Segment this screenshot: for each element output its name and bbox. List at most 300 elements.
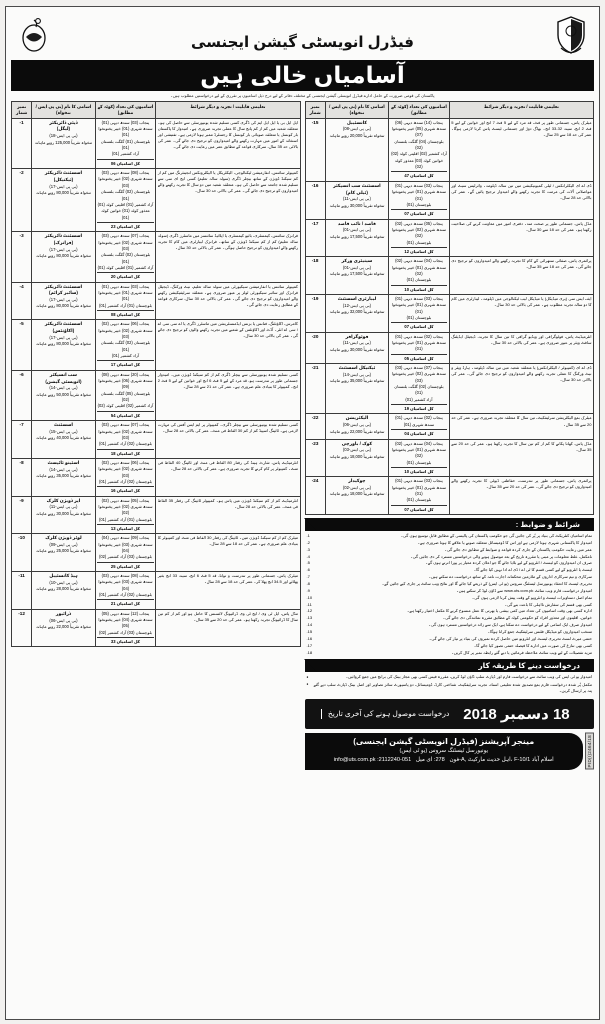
cell-serial: 22- — [305, 414, 325, 439]
cell-qualification: میٹرک کم از کم سیکنڈ ڈویژن میں۔ ٹائپنگ کی رفتار 30 الفاظ فی منٹ اور کمپیوٹر کا بنیادی علم ضروری ہے۔ عمر کی حد 18 سے 28 سال۔ — [156, 534, 300, 572]
table-row — [12, 118, 301, 168]
quota-total: کل اسامیاں 23 — [97, 222, 154, 230]
howto-heading-banner — [305, 659, 595, 672]
post-bps: (بی پی ایس-17) — [49, 183, 78, 189]
post-title: فوٹوگرافر — [345, 333, 369, 339]
quota-line: سندھ شہری (02) خیبر پختونخوا (03) — [391, 371, 447, 383]
cell-post-name — [32, 572, 95, 610]
header-number: اسامیوں کی تعداد (کوٹہ کے مطابق) — [95, 102, 156, 119]
cell-serial: 4- — [12, 282, 32, 320]
quota-total: کل اسامیاں 13 — [97, 524, 154, 532]
post-title: سینیٹری ورکر — [341, 258, 373, 264]
quota-line: بلوچستان (02) آزاد کشمیر (01) — [98, 478, 152, 484]
terms-list — [305, 533, 595, 656]
quota-line: پنجاب (08) سندھ دیہی (03) — [101, 573, 150, 579]
table-row — [305, 181, 594, 219]
cell-post-name — [32, 370, 95, 420]
header-post: اسامی کا نام (بی پی ایس / تنخواہ) — [325, 102, 388, 119]
table-row — [305, 118, 594, 181]
quota-line: پنجاب (03) سندھ دیہی (01) — [101, 283, 150, 289]
post-title: اسسٹنٹ ڈائریکٹر — [44, 283, 83, 289]
cell-post-name — [325, 364, 388, 414]
cell-post-name — [32, 118, 95, 168]
cell-post-name — [32, 232, 95, 282]
cell-serial: 15- — [305, 118, 325, 181]
term-item: ٹیسٹ یا انٹرویو کے لیے کسی قسم کا ٹی اے / ڈی اے ادا نہیں کیا جائے گا۔ — [473, 567, 592, 573]
quota-line: آزاد کشمیر (01) — [111, 353, 140, 359]
header-serial: نمبر شمار — [12, 102, 32, 119]
table-row — [305, 332, 594, 363]
post-title: الیکٹریشن — [345, 415, 369, 421]
quota-line: سندھ شہری (02) خیبر پختونخوا (02) — [98, 503, 153, 516]
quota-line: بلوچستان (02) گلگت بلتستان (01) — [100, 340, 151, 352]
quota-line: سندھ شہری (03) خیبر پختونخوا (04) — [98, 579, 153, 591]
term-item: امیدوار درخواست فارم ویب سائٹ www.uts.com.pk سے ڈاؤن لوڈ کر سکتے ہیں۔ — [456, 587, 592, 593]
quota-line: سندھ شہری (01) خیبر پختونخوا (01) — [98, 126, 153, 138]
post-title: لیبارٹری اسسٹنٹ — [337, 295, 377, 301]
header-qualification: تعلیمی قابلیت / تجربہ و دیگر شرائط — [156, 102, 300, 119]
post-title: اسسٹنٹ — [53, 422, 73, 428]
header-qualification: تعلیمی قابلیت / تجربہ و دیگر شرائط — [449, 102, 593, 119]
post-bps: (بی پی ایس-02) — [342, 484, 372, 490]
cell-serial: 8- — [12, 458, 32, 496]
how-to-apply-list — [305, 674, 595, 695]
cell-serial: 9- — [12, 496, 32, 534]
post-salary: تنخواہ تقریباً 30,000 روپے ماہانہ — [329, 202, 385, 208]
cell-serial: 6- — [12, 370, 32, 420]
post-subtitle: (اکاؤنٹس) — [52, 328, 75, 334]
post-bps: (بی پی ایس-14) — [49, 385, 78, 391]
cell-post-count — [95, 458, 156, 496]
quota-line: معذور کوٹہ (01) خواتین کوٹہ (01) — [101, 208, 150, 220]
cell-post-count — [389, 294, 450, 332]
quota-line: پنجاب (06) سندھ دیہی (02) — [101, 459, 150, 465]
post-title: ڈرائیور — [55, 610, 71, 616]
quota-total: کل اسامیاں 47 — [391, 171, 448, 179]
table-header-row — [12, 102, 301, 119]
quota-total: کل اسامیاں 20 — [97, 272, 154, 280]
cell-post-count — [95, 421, 156, 459]
quota-total: کل اسامیاں 54 — [97, 411, 154, 419]
cell-post-name — [32, 169, 95, 232]
quota-total: کل اسامیاں 33 — [97, 637, 154, 645]
quota-line: سندھ شہری (01) خیبر پختونخوا (02) — [391, 446, 447, 459]
quota-total: کل اسامیاں 07 — [391, 322, 448, 330]
post-bps: (بی پی ایس-15) — [49, 428, 78, 434]
quota-line: سندھ شہری (01) — [403, 421, 435, 427]
post-subtitle: (فرانزک) — [53, 239, 74, 245]
post-salary: تنخواہ تقریباً 20,000 روپے ماہانہ — [329, 132, 385, 138]
post-title: اسسٹنٹ ڈائریکٹر — [44, 170, 83, 176]
post-salary: تنخواہ تقریباً 25,000 روپے ماہانہ — [35, 548, 91, 554]
jobs-table-left — [305, 101, 595, 515]
post-bps: (بی پی ایس-10) — [49, 579, 78, 585]
jobs-body — [11, 101, 594, 1016]
howto-item: ● مکمل پُر شدہ درخواست فارم بمع تصدیق شدہ تعلیمی اسناد، تجربہ سرٹیفکیٹ، شناختی کارڈ، ڈومیسائل، دو پاسپورٹ سائز تصاویر اور اصل بینک ڈپازٹ سلپ دیے گئے پتہ پر ارسال کریں۔ — [307, 682, 593, 695]
quota-line: سندھ شہری (01) خیبر پختونخوا (01) — [98, 289, 153, 302]
cell-post-count — [389, 477, 450, 515]
quota-line: بلوچستان (01) — [406, 277, 432, 283]
quota-line: پنجاب (05) سندھ دیہی (02) — [101, 497, 150, 503]
cell-post-count — [389, 257, 450, 295]
quota-line: سندھ شہری (06) خیبر پختونخوا (09) — [98, 378, 153, 390]
cell-qualification: مڈل پاس، ایل ٹی وی / ایچ ٹی وی ڈرائیونگ لائسنس کا حامل ہو اور کم از کم تین سال کا ڈرائیونگ تجربہ رکھتا ہو۔ عمر کی حد 20 سے 35 سال۔ — [156, 609, 300, 647]
table-row — [305, 257, 594, 295]
table-row — [305, 219, 594, 257]
post-bps: (بی پی ایس-08) — [342, 126, 372, 132]
quota-line: آزاد کشمیر (02) اقلیتی کوٹہ (02) — [97, 403, 154, 409]
cell-post-name — [325, 118, 388, 181]
post-title: اپر ڈویژن کلرک — [46, 497, 81, 503]
post-title: اسسٹنٹ سب انسپکٹر — [333, 182, 381, 188]
quota-total: کل اسامیاں 19 — [391, 404, 448, 412]
cell-serial: 23- — [305, 439, 325, 477]
quota-line: پنجاب (02) سندھ دیہی (01) — [395, 333, 443, 339]
quota-line: پنجاب (07) سندھ دیہی (03) — [395, 365, 443, 371]
quota-line: بلوچستان (02) آزاد کشمیر (01) — [98, 441, 152, 447]
post-salary: تنخواہ تقریباً 125,000 روپے ماہانہ — [34, 139, 93, 145]
quota-line: آزاد کشمیر (01) اقلیتی کوٹہ (01) — [97, 264, 154, 270]
government-emblem-icon — [17, 15, 51, 55]
quota-line: بلوچستان (01) — [406, 201, 432, 207]
post-salary: تنخواہ تقریباً 17,500 روپے ماہانہ — [329, 271, 385, 277]
cell-post-name — [32, 282, 95, 320]
post-bps: (بی پی ایس-01) — [342, 265, 372, 271]
quota-line: پنجاب (06) سندھ دیہی (02) — [101, 321, 150, 327]
quota-line: پنجاب (14) سندھ دیہی (06) — [395, 119, 443, 125]
cell-post-count — [389, 181, 450, 219]
post-bps: (بی پی ایس-06) — [342, 422, 372, 428]
table-row — [12, 370, 301, 420]
table-row — [12, 421, 301, 459]
term-item: امیدوار کا پاکستانی شہری ہونا لازمی ہے اور اس کا ڈومیسائل متعلقہ صوبے یا علاقے کا ہونا ضروری ہے۔ — [417, 539, 592, 545]
quota-line: پنجاب (09) سندھ دیہی (04) — [101, 535, 150, 541]
quota-line: سندھ شہری (01) خیبر پختونخوا (01) — [391, 302, 447, 314]
table-row — [305, 439, 594, 477]
cell-serial: 12- — [12, 609, 32, 647]
quota-total: کل اسامیاں 10 — [391, 467, 448, 475]
post-salary: تنخواہ تقریباً 30,000 روپے ماہانہ — [329, 346, 385, 352]
quota-line: سندھ شہری (05) خیبر پختونخوا (07) — [391, 126, 447, 138]
term-item: منتخب امیدواروں کو میڈیکل فٹنس سرٹیفکیٹ جمع کرانا ہوگا۔ — [487, 628, 592, 634]
cell-qualification: پرائمری پاس، صفائی ستھرائی کے کام کا تجربہ رکھنے والے امیدواروں کو ترجیح دی جائے گی۔ عمر کی حد 18 سے 35 سال۔ — [449, 257, 593, 295]
cell-post-count — [95, 232, 156, 282]
quota-line: بلوچستان (01) — [406, 459, 432, 465]
post-bps: (بی پی ایس-09) — [49, 542, 78, 548]
organization-title: فیڈرل انویسٹی گیشن ایجنسی — [191, 34, 414, 51]
quota-line: سندھ شہری (02) خیبر پختونخوا (03) — [98, 239, 153, 251]
cell-qualification: میٹرک بمع الیکٹریشن سرٹیفکیٹ، تین سال کا متعلقہ تجربہ ضروری ہے۔ عمر کی حد 20 سے 35 سال۔ — [449, 414, 593, 439]
quota-line: سندھ شہری (02) خیبر پختونخوا (02) — [391, 226, 447, 239]
cell-post-count — [95, 169, 156, 232]
quota-line: سندھ شہری (01) خیبر پختونخوا (01) — [391, 189, 447, 201]
cell-post-count — [95, 118, 156, 168]
quota-line: سندھ شہری (01) خیبر پختونخوا (02) — [391, 264, 447, 276]
post-subtitle: (ٹیلی کام) — [346, 189, 368, 195]
quota-line: بلوچستان (01) — [406, 239, 432, 245]
quota-line: بلوچستان (02) گلگت بلتستان (01) — [100, 189, 151, 201]
quota-line: سندھ شہری (04) خیبر پختونخوا (05) — [98, 617, 153, 629]
quota-line: خواتین کوٹہ (03) معذور کوٹہ (02) — [394, 157, 444, 170]
table-row — [12, 232, 301, 282]
deadline-box — [305, 699, 595, 729]
quota-line: بلوچستان (02) آزاد کشمیر (01) — [98, 592, 152, 598]
deadline-date: 18 دسمبر 2018 — [463, 706, 570, 724]
quota-line: سندھ شہری (02) خیبر پختونخوا (03) — [98, 428, 153, 440]
post-bps: (بی پی ایس-06) — [49, 617, 78, 623]
quota-line: پنجاب (04) سندھ دیہی (02) — [395, 258, 443, 264]
cell-serial: 21- — [305, 364, 325, 414]
cell-post-name — [325, 439, 388, 477]
post-title: اسسٹنٹ ڈائریکٹر — [44, 233, 83, 239]
quota-line: بلوچستان (01) آزاد کشمیر (01) — [98, 516, 152, 522]
cell-post-name — [32, 458, 95, 496]
quota-line: پنجاب (08) سندھ دیہی (03) — [101, 170, 150, 176]
cell-post-name — [32, 496, 95, 534]
post-title: اسسٹنٹ ڈائریکٹر — [44, 321, 83, 327]
quota-total: کل اسامیاں 12 — [391, 247, 448, 255]
quota-line: بلوچستان (01) گلگت بلتستان (01) — [100, 138, 151, 151]
footer-authority: مینجر آپریشنز (فیڈرل انویسٹی گیشن ایجنسی) — [353, 737, 535, 747]
quota-total: کل اسامیاں 17 — [97, 360, 154, 368]
quota-line: پنجاب (03) سندھ دیہی (01) — [395, 478, 443, 484]
cell-qualification: کمپیوٹر سائنس، انفارمیشن ٹیکنالوجی، الیکٹریکل یا الیکٹرونکس انجینئرنگ میں کم از کم سیکنڈ ڈویژن کے ساتھ بیچلر ڈگری (سولہ سالہ تعلیم) کسی ایچ ای سی سے تسلیم شدہ جامعہ سے حاصل کی ہو۔ متعلقہ شعبہ میں دو سال کا تجربہ رکھنے والے امیدواروں کو ترجیح دی جائے گی۔ عمر کی بالائی حد 30 سال۔ — [156, 169, 300, 232]
post-title: ڈپٹی ڈائریکٹر — [49, 119, 78, 125]
deadline-label: درخواست موصول ہونے کی آخری تاریخ — [321, 709, 455, 719]
footer-phone[interactable]: 051-2112240 — [378, 756, 412, 763]
quota-total: کل اسامیاں 07 — [391, 505, 448, 513]
term-item: تمام اصل دستاویزات ٹیسٹ و انٹرویو کے وقت پیش کرنا لازمی ہوں گی۔ — [471, 594, 592, 600]
post-subtitle: (انویسٹی گیشن) — [45, 378, 82, 384]
cell-serial: 24- — [305, 477, 325, 515]
cell-post-name — [32, 609, 95, 647]
quota-total: کل اسامیاں 04 — [391, 429, 448, 437]
cell-post-name — [32, 534, 95, 572]
post-salary: تنخواہ تقریباً 18,000 روپے ماہانہ — [329, 453, 385, 459]
cell-post-name — [325, 332, 388, 363]
table-row — [12, 320, 301, 370]
term-item: کسی بھی تنازع کی صورت میں ادارے کا فیصلہ حتمی تصور کیا جائے گا۔ — [473, 642, 592, 648]
post-salary: تنخواہ تقریباً 22,000 روپے ماہانہ — [35, 623, 91, 629]
post-bps: (بی پی ایس-11) — [49, 504, 78, 510]
post-salary: تنخواہ تقریباً 18,000 روپے ماہانہ — [329, 491, 385, 497]
quota-line: پنجاب (03) سندھ دیہی (01) — [395, 182, 443, 188]
cell-serial: 7- — [12, 421, 32, 459]
quota-line: سندھ شہری (03) خیبر پختونخوا (04) — [98, 541, 153, 554]
cell-post-count — [389, 364, 450, 414]
footer-contact-line: info@uts.com.pk :‎ای میل 051-2112240 :‎فون 278-A, اہل حدیث مارکیٹ، F-10/1 اسلام آباد — [333, 756, 554, 763]
cell-qualification: پرائمری پاس، جسمانی طور پر تندرست، حفاظتی ڈیوٹی کا تجربہ رکھنے والے امیدواروں کو ترجیح دی جائے گی۔ عمر کی حد 20 سے 35 سال۔ — [449, 477, 593, 515]
cell-qualification: کمپیوٹر سائنس یا انفارمیشن سیکیورٹی میں سولہ سالہ تعلیم، نیٹ ورکنگ، ڈیجیٹل فرانزک اور سائبر سیکیورٹی ٹولز پر عبور ضروری ہے۔ متعلقہ سرٹیفیکیشن رکھنے والے امیدواروں کو ترجیح دی جائے گی۔ عمر کی بالائی حد 30 سال، سرکاری قواعد کے مطابق رعایت دی جائے گی۔ — [156, 282, 300, 320]
quota-total: کل اسامیاں 05 — [391, 354, 448, 362]
quota-line: بلوچستان (03) آزاد کشمیر (02) — [98, 554, 152, 560]
post-salary: تنخواہ تقریباً 17,500 روپے ماہانہ — [329, 233, 385, 239]
quota-line: بلوچستان (05) گلگت بلتستان (02) — [100, 390, 151, 403]
quota-total: کل اسامیاں 16 — [97, 486, 154, 494]
cell-post-count — [95, 320, 156, 370]
cell-qualification: میٹرک پاس، جسمانی طور پر تندرست و توانا، قد 5 فٹ 6 انچ، سینہ 33 انچ بغیر پھلائے اور 34.5 انچ پھلا کر۔ عمر کی حد 18 سے 28 سال۔ — [156, 572, 300, 610]
table-header-row — [305, 102, 594, 119]
cell-post-name — [32, 320, 95, 370]
cell-post-count — [389, 118, 450, 181]
quota-line: پنجاب (03) سندھ دیہی (01) — [395, 295, 443, 301]
term-item: تمام اسامیاں کنٹریکٹ کی بنیاد پر پُر کی جائیں گی جو حکومتِ پاکستان کی پالیسی کے مطابق قابلِ توسیع ہوں گی۔ — [400, 532, 592, 538]
post-bps: (بی پی ایس-17) — [49, 297, 78, 303]
cell-post-count — [389, 219, 450, 257]
quota-total: کل اسامیاں 25 — [97, 562, 154, 570]
jobs-column-left — [305, 101, 595, 1016]
quota-line: بلوچستان (02) گلگت بلتستان (01) — [100, 252, 151, 264]
cell-qualification: ایف ایس سی (پری میڈیکل) یا میڈیکل لیب ٹیکنالوجی میں ڈپلومہ۔ لیبارٹری میں کام کا دو سالہ تجربہ مطلوب ہے۔ عمر کی بالائی حد 30 سال۔ — [449, 294, 593, 332]
quota-line: پنجاب (07) سندھ دیہی (03) — [101, 233, 150, 239]
term-item: سرکاری و نیم سرکاری اداروں کے ملازمین محکمانہ اجازت نامہ کے ساتھ درخواست دے سکتے ہیں۔ — [428, 574, 592, 580]
quota-total: کل اسامیاں 21 — [97, 599, 154, 607]
fia-crest-icon — [554, 15, 588, 55]
cell-qualification: مڈل پاس، کھانا پکانے کا کم از کم تین سال کا تجربہ رکھتا ہو۔ عمر کی حد 20 سے 35 سال۔ — [449, 439, 593, 477]
table-row — [12, 169, 301, 232]
post-salary: تنخواہ تقریباً 80,000 روپے ماہانہ — [35, 253, 91, 259]
cell-post-count — [95, 370, 156, 420]
post-salary: تنخواہ تقریباً 80,000 روپے ماہانہ — [35, 189, 91, 195]
quota-line: بلوچستان (01) — [406, 315, 432, 321]
quota-line: پنجاب (12) سندھ دیہی (05) — [101, 610, 150, 616]
post-salary: تنخواہ تقریباً 40,000 روپے ماہانہ — [35, 435, 91, 441]
cell-qualification: مڈل پاس، جسمانی طور پر صحت مند۔ دفتری امور میں معاونت کرنے کی صلاحیت رکھتا ہو۔ عمر کی حد 18 سے 30 سال۔ — [449, 219, 593, 257]
document-header — [11, 11, 594, 59]
footer-address: 278-A, اہل حدیث مارکیٹ، F-10/1 اسلام آباد — [435, 756, 554, 763]
cell-qualification: ایل ایل بی یا ایل ایل ایم کی ڈگری کسی تسلیم شدہ یونیورسٹی سے حاصل کی ہو۔ متعلقہ شعبہ میں کم از کم پانچ سال کا عملی تجربہ ضروری ہے۔ امیدوار کا پاکستان بار کونسل یا متعلقہ صوبائی بار کونسل کا رجسٹرڈ ممبر ہونا لازمی ہے۔ تفتیشی اور استغاثہ کے امور میں مہارت رکھنے والے امیدواروں کو ترجیح دی جائے گی۔ عمر کی بالائی حد 35 سال، سرکاری قواعد کے مطابق عمر میں رعایت دی جائے گی۔ — [156, 118, 300, 168]
quota-line: پنجاب (02) سندھ دیہی (01) — [395, 415, 443, 421]
quota-line: آزاد کشمیر (01) — [111, 151, 140, 157]
table-row — [12, 282, 301, 320]
cell-post-count — [389, 332, 450, 363]
post-salary: تنخواہ تقریباً 35,000 روپے ماہانہ — [35, 472, 91, 478]
post-bps: (بی پی ایس-01) — [342, 227, 372, 233]
term-item: خواتین، اقلیتوں اور معذور افراد کو حکومتی کوٹہ کے مطابق مقررہ نمائندگی دی جائے گی۔ — [442, 615, 592, 621]
post-salary: تنخواہ تقریباً 50,000 روپے ماہانہ — [35, 391, 91, 397]
header-number: اسامیوں کی تعداد (کوٹہ کے مطابق) — [389, 102, 450, 119]
term-item: امیدوار صرف ایک اسامی کے لیے درخواست دے سکتا ہے، ایک سے زائد درخواستیں مسترد ہوں گی۔ — [428, 622, 592, 628]
term-item: کسی بھی قسم کی سفارش نااہلی کا باعث بنے گی۔ — [504, 601, 592, 607]
cell-post-count — [389, 439, 450, 477]
cell-serial: 18- — [305, 257, 325, 295]
table-row — [305, 364, 594, 414]
cell-serial: 16- — [305, 181, 325, 219]
table-row — [305, 477, 594, 515]
quota-line: بلوچستان (03) آزاد کشمیر (02) — [98, 629, 152, 635]
footer-email[interactable]: info@uts.com.pk — [333, 756, 376, 763]
cell-qualification: کسی تسلیم شدہ یونیورسٹی سے بیچلر ڈگری۔ کمپیوٹر پر ایم ایس آفس کی مہارت لازمی ہے۔ ٹائپنگ اسپیڈ کم از کم 30 الفاظ فی منٹ۔ عمر کی بالائی حد 28 سال۔ — [156, 421, 300, 459]
cell-post-name — [32, 421, 95, 459]
post-salary: تنخواہ تقریباً 80,000 روپے ماہانہ — [35, 303, 91, 309]
cell-post-count — [95, 496, 156, 534]
quota-total: کل اسامیاں 10 — [391, 285, 448, 293]
post-title: ٹیکنیکل اسسٹنٹ — [338, 365, 376, 371]
quota-line: پنجاب (03) سندھ دیہی (01) — [101, 119, 150, 125]
cell-serial: 1- — [12, 118, 32, 168]
page-title-banner: آسامیاں خالی ہیں — [11, 60, 594, 91]
howto-item: ● امیدوار یو ٹی ایس کی ویب سائٹ سے درخواست فارم اور ڈپازٹ سلپ ڈاؤن لوڈ کریں، مقررہ فیس کسی بھی مجاز بینک کی برانچ میں جمع کروائیں۔ — [307, 674, 593, 680]
cell-qualification: انٹرمیڈیٹ پاس، فوٹوگرافی اور ویڈیو گرافی کا تین سال کا تجربہ، ڈیجیٹل ایڈیٹنگ سافٹ ویئر پر عبور ضروری ہے۔ عمر کی بالائی حد 30 سال۔ — [449, 332, 593, 363]
cell-post-count — [95, 282, 156, 320]
quota-line: پنجاب (04) سندھ دیہی (02) — [395, 440, 443, 446]
cell-post-count — [389, 414, 450, 439]
post-bps: (بی پی ایس-11) — [343, 340, 371, 346]
post-bps: (بی پی ایس-17) — [49, 334, 78, 340]
post-title: سب انسپکٹر — [49, 371, 78, 377]
term-item: ادارہ کسی بھی وقت اسامیوں کی تعداد میں کمی بیشی یا بھرتی کا عمل منسوخ کرنے کا مکمل اختیار رکھتا ہے۔ — [406, 608, 592, 614]
quota-total: کل اسامیاں 07 — [391, 209, 448, 217]
post-salary: تنخواہ تقریباً 32,000 روپے ماہانہ — [329, 309, 385, 315]
post-title: لوئر ڈویژن کلرک — [45, 535, 82, 541]
cell-qualification: ڈی اے ای الیکٹرانکس / ٹیلی کمیونیکیشن میں تین سالہ ڈپلومہ۔ وائرلیس سیٹ اور مواصلاتی آلات کی مرمت کا تجربہ رکھنے والے امیدوار ترجیح پائیں گے۔ عمر کی بالائی حد 28 سال۔ — [449, 181, 593, 219]
quota-line: آزاد کشمیر (01) اقلیتی کوٹہ (01) — [97, 201, 154, 207]
post-subtitle: (ٹیکنیکل) — [53, 176, 74, 182]
post-bps: (بی پی ایس-12) — [342, 302, 372, 308]
quota-line: پنجاب (20) سندھ دیہی (08) — [101, 371, 150, 377]
cell-post-name — [325, 414, 388, 439]
quota-total: کل اسامیاں 08 — [97, 310, 154, 318]
post-title: قاصد / نائب قاصد — [337, 220, 376, 226]
cell-qualification: ڈی اے ای (کمپیوٹر / الیکٹرانکس) یا متعلقہ شعبہ میں تین سالہ ڈپلومہ۔ ہارڈ ویئر و نیٹ ورکنگ کا عملی تجربہ رکھنے والے امیدواروں کو ترجیح دی جائے گی۔ عمر کی بالائی حد 30 سال۔ — [449, 364, 593, 414]
jobs-column-right — [11, 101, 301, 1016]
howto-heading-text: درخواست دینے کا طریقہ کار — [478, 661, 580, 671]
terms-heading-text: شرائط و ضوابط : — [515, 519, 580, 529]
cell-qualification: انٹرمیڈیٹ پاس، شارٹ ہینڈ کی رفتار 80 الفاظ فی منٹ اور ٹائپنگ 40 الفاظ فی منٹ۔ کمپیوٹر پر کام کرنے کا تجربہ ضروری ہے۔ عمر کی بالائی حد 28 سال۔ — [156, 458, 300, 496]
advertisement-sheet — [5, 6, 600, 1020]
quota-line: سندھ شہری (02) خیبر پختونخوا (03) — [98, 327, 153, 340]
document-footer — [305, 733, 595, 770]
cell-qualification: انٹرمیڈیٹ کم از کم سیکنڈ ڈویژن میں پاس ہو۔ کمپیوٹر ٹائپنگ کی رفتار 35 الفاظ فی منٹ۔ عمر کی بالائی حد 28 سال۔ — [156, 496, 300, 534]
pid-number: PID(I)2464/18 — [587, 735, 592, 768]
quota-line: آزاد کشمیر (02) اقلیتی کوٹہ (02) — [391, 151, 447, 157]
post-bps: (بی پی ایس-11) — [343, 196, 371, 202]
cell-qualification: کامرس، اکاؤنٹنگ، فنانس یا بزنس ایڈمنسٹریشن میں ماسٹرز ڈگری یا اے سی سی اے / سی اے انٹر۔ آڈٹ اور اکاؤنٹس کے شعبے میں تجربہ رکھنے والوں کو ترجیح دی جائے گی۔ عمر کی بالائی حد 30 سال۔ — [156, 320, 300, 370]
cell-serial: 11- — [12, 572, 32, 610]
post-subtitle: (سائبر کرائم) — [49, 290, 78, 296]
post-bps: (بی پی ایس-14) — [342, 371, 372, 377]
term-item: مزید تفصیلات کے لیے ویب سائٹ ملاحظہ فرمائیں یا دیے گئے رابطہ نمبر پر کال کریں۔ — [451, 649, 592, 655]
cell-post-name — [325, 181, 388, 219]
cell-serial: 20- — [305, 332, 325, 363]
quota-line: سندھ شہری (01) خیبر پختونخوا (01) — [391, 340, 447, 352]
cell-post-name — [325, 257, 388, 295]
cell-qualification: میٹرک پاس، جسمانی طور پر فٹ، قد مرد کے لیے 5 فٹ 7 انچ اور خواتین کے لیے 5 فٹ 2 انچ، سینہ 32-33 انچ۔ بھاگ دوڑ اور جسمانی ٹیسٹ پاس کرنا لازمی ہوگا۔ عمر کی حد 18 سے 25 سال۔ — [449, 118, 593, 181]
post-bps: (بی پی ایس-14) — [49, 466, 78, 472]
cell-post-name — [325, 219, 388, 257]
intro-paragraph: پاکستان کی قومی ضرورت کے حامل ادارے فیڈرل انویسٹی گیشن ایجنسی کے مختلف دفاتر کے لیے درج ذیل اسامیوں پر تقرری کے لیے درخواستیں مطلوب ہیں۔ — [170, 93, 435, 98]
cell-post-count — [95, 534, 156, 572]
cell-post-count — [95, 572, 156, 610]
quota-line: بلوچستان (04) گلگت بلتستان (02) — [394, 138, 444, 151]
cell-serial: 2- — [12, 169, 32, 232]
cell-qualification: کسی تسلیم شدہ یونیورسٹی سے بیچلر ڈگری کم از کم سیکنڈ ڈویژن میں۔ امیدوار جسمانی طور پر تندرست ہو، قد مرد کے لیے 5 فٹ 6 انچ اور خواتین کے لیے 5 فٹ 2 انچ۔ کمپیوٹر کا بنیادی علم ضروری ہے۔ عمر کی حد 21 سے 28 سال۔ — [156, 370, 300, 420]
term-item: صرف ان امیدواروں کو ٹیسٹ / انٹرویو کے لیے بلایا جائے گا جو اعلان کردہ معیار پر پورا اترتے ہوں گے۔ — [425, 560, 592, 566]
quota-line: آزاد کشمیر (01) — [405, 396, 433, 402]
post-salary: تنخواہ تقریباً 22,000 روپے ماہانہ — [329, 428, 385, 434]
terms-heading-banner — [305, 518, 595, 531]
quota-line: سندھ شہری (02) خیبر پختونخوا (03) — [98, 176, 153, 188]
post-bps: (بی پی ایس-03) — [342, 447, 372, 453]
post-title: کانسٹیبل — [346, 119, 367, 125]
cell-serial: 17- — [305, 219, 325, 257]
post-salary: تنخواہ تقریباً 80,000 روپے ماہانہ — [35, 341, 91, 347]
post-title: اسٹینو ٹائپسٹ — [47, 459, 80, 465]
table-row — [12, 572, 301, 610]
cell-serial: 5- — [12, 320, 32, 370]
table-row — [12, 609, 301, 647]
header-post: اسامی کا نام (بی پی ایس / تنخواہ) — [32, 102, 95, 119]
